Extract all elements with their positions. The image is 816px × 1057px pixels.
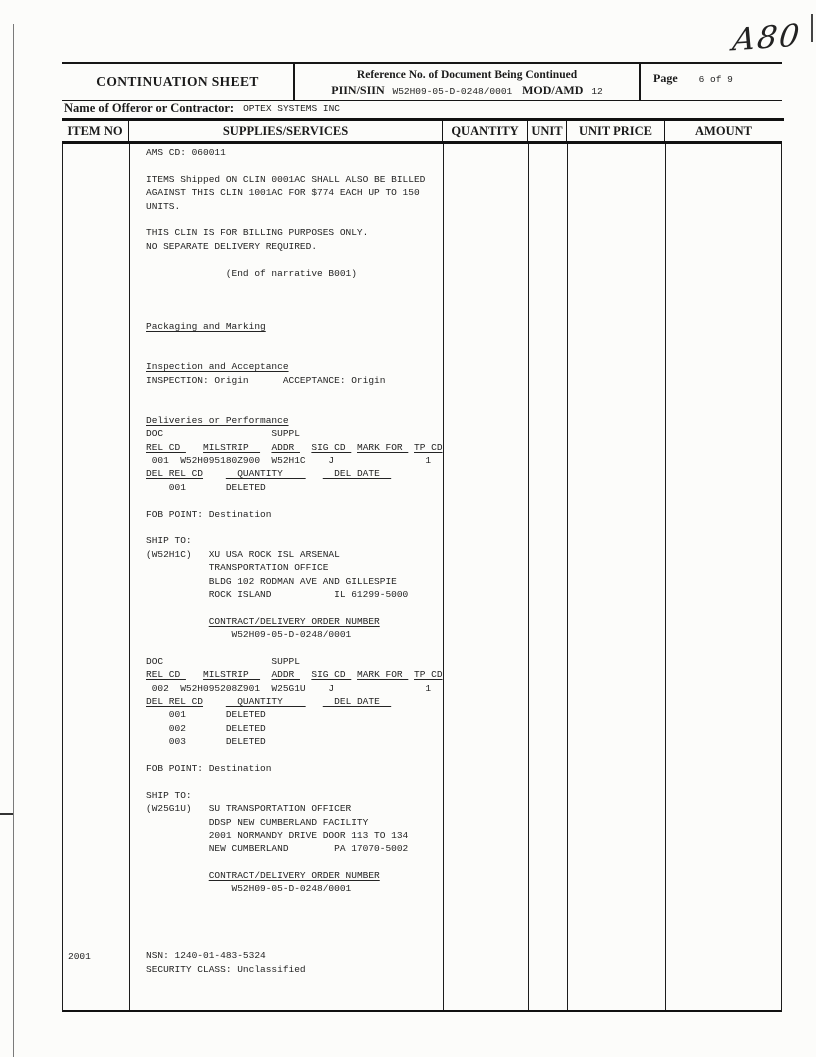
scan-corner-tick — [811, 14, 813, 42]
body-line: 003 DELETED — [146, 736, 266, 748]
body-line: W52H09-05-D-0248/0001 — [146, 629, 352, 641]
body-line: INSPECTION: Origin ACCEPTANCE: Origin — [146, 374, 386, 386]
body-line: SHIP TO: — [146, 535, 192, 547]
body-line: CONTRACT/DELIVERY ORDER NUMBER — [208, 870, 380, 882]
body-line: 002 DELETED — [146, 722, 266, 734]
body-line — [146, 333, 446, 346]
body-line — [146, 896, 446, 909]
page-value: 6 of 9 — [698, 74, 733, 85]
body-line: THIS CLIN IS FOR BILLING PURPOSES ONLY. — [146, 227, 369, 239]
reference-cell — [295, 64, 641, 100]
col-header-unit: UNIT — [528, 121, 567, 141]
body-line — [146, 909, 446, 922]
column-divider — [129, 144, 131, 1010]
body-line: AGAINST THIS CLIN 1001AC FOR $774 EACH UP TO 150 — [146, 187, 420, 199]
body-line: ROCK ISLAND IL 61299-5000 — [146, 588, 409, 600]
body-line: (End of narrative B001) — [146, 267, 357, 279]
body-line: REL CD MILSTRIP ADDR SIG CD MARK FOR TP CD — [146, 669, 443, 681]
body-line — [146, 601, 446, 614]
table-column-headers — [62, 121, 782, 144]
body-line: ITEMS Shipped ON CLIN 0001AC SHALL ALSO BE BILLED — [146, 173, 426, 185]
body-line — [146, 521, 446, 534]
scan-edge-line — [13, 24, 14, 1057]
body-line: TRANSPORTATION OFFICE — [146, 562, 329, 574]
body-line — [146, 923, 446, 936]
body-line — [146, 159, 446, 172]
body-line — [146, 293, 446, 306]
body-line: Deliveries or Performance — [146, 414, 289, 426]
piin-line — [331, 83, 602, 98]
col-header-quantity: QUANTITY — [443, 121, 528, 141]
body-line: (W25G1U) SU TRANSPORTATION OFFICER — [146, 803, 352, 815]
body-line — [146, 749, 446, 762]
col-header-unit-price: UNIT PRICE — [567, 121, 665, 141]
body-line: DDSP NEW CUMBERLAND FACILITY — [146, 816, 369, 828]
column-divider — [665, 144, 667, 1010]
body-line: DEL REL CD QUANTITY DEL DATE — [146, 696, 392, 708]
body-line — [146, 213, 446, 226]
supplies-services-text — [146, 146, 446, 976]
mod-amd-label: MOD/AMD — [522, 82, 584, 97]
body-line — [146, 253, 446, 266]
piin-value: W52H09-05-D-0248/0001 — [392, 85, 513, 97]
body-line: 001 W52H095180Z900 W52H1C J 1 — [146, 454, 432, 466]
body-line: Inspection and Acceptance — [146, 361, 289, 373]
body-line: DOC SUPPL — [146, 428, 300, 440]
handwritten-note: A80 — [730, 17, 804, 59]
body-line: UNITS. — [146, 200, 181, 212]
body-line: DEL REL CD QUANTITY DEL DATE — [146, 468, 392, 480]
body-line: 2001 NORMANDY DRIVE DOOR 113 TO 134 — [146, 829, 409, 841]
body-line: W52H09-05-D-0248/0001 — [146, 883, 352, 895]
col-header-supplies: SUPPLIES/SERVICES — [129, 121, 443, 141]
body-line — [146, 856, 446, 869]
body-line: NSN: 1240-01-483-5324 — [146, 950, 266, 962]
body-line — [146, 307, 446, 320]
page-label: Page — [653, 71, 678, 85]
body-line: CONTRACT/DELIVERY ORDER NUMBER — [208, 615, 380, 627]
piin-label: PIIN/SIIN — [331, 82, 385, 97]
offeror-row — [62, 98, 784, 121]
offeror-value: OPTEX SYSTEMS INC — [243, 102, 340, 114]
body-line: Packaging and Marking — [146, 321, 266, 333]
body-line: 001 DELETED — [146, 709, 266, 721]
offeror-label: Name of Offeror or Contractor: — [64, 100, 235, 115]
col-header-item-no: ITEM NO — [62, 121, 129, 141]
body-line: SHIP TO: — [146, 789, 192, 801]
body-line: 001 DELETED — [146, 481, 266, 493]
body-line — [146, 400, 446, 413]
body-line — [146, 280, 446, 293]
form-title-cell — [62, 64, 295, 100]
body-line — [146, 936, 446, 949]
body-line: AMS CD: 060011 — [146, 147, 226, 158]
body-line: BLDG 102 RODMAN AVE AND GILLESPIE — [146, 575, 397, 587]
body-line: (W52H1C) XU USA ROCK ISL ARSENAL — [146, 548, 340, 560]
body-line — [146, 387, 446, 400]
form-header — [62, 62, 782, 101]
column-divider — [528, 144, 530, 1010]
item-no-value: 2001 — [68, 951, 91, 962]
column-divider — [567, 144, 569, 1010]
body-line: NEW CUMBERLAND PA 17070-5002 — [146, 843, 409, 855]
body-line: 002 W52H095208Z901 W25G1U J 1 — [146, 682, 432, 694]
body-line: NO SEPARATE DELIVERY REQUIRED. — [146, 240, 318, 252]
scan-dash-mark — [0, 813, 13, 815]
body-line: SECURITY CLASS: Unclassified — [146, 963, 306, 975]
body-line: DOC SUPPL — [146, 655, 300, 667]
reference-label: Reference No. of Document Being Continued — [356, 68, 578, 81]
body-line — [146, 641, 446, 654]
body-line — [146, 775, 446, 788]
page-cell — [641, 64, 782, 100]
body-line: FOB POINT: Destination — [146, 508, 272, 520]
body-line: FOB POINT: Destination — [146, 762, 272, 774]
form-title: CONTINUATION SHEET — [96, 74, 259, 89]
body-line — [146, 494, 446, 507]
mod-amd-value: 12 — [591, 85, 603, 97]
body-line — [146, 347, 446, 360]
col-header-amount: AMOUNT — [695, 123, 752, 138]
body-line: REL CD MILSTRIP ADDR SIG CD MARK FOR TP CD — [146, 441, 443, 453]
